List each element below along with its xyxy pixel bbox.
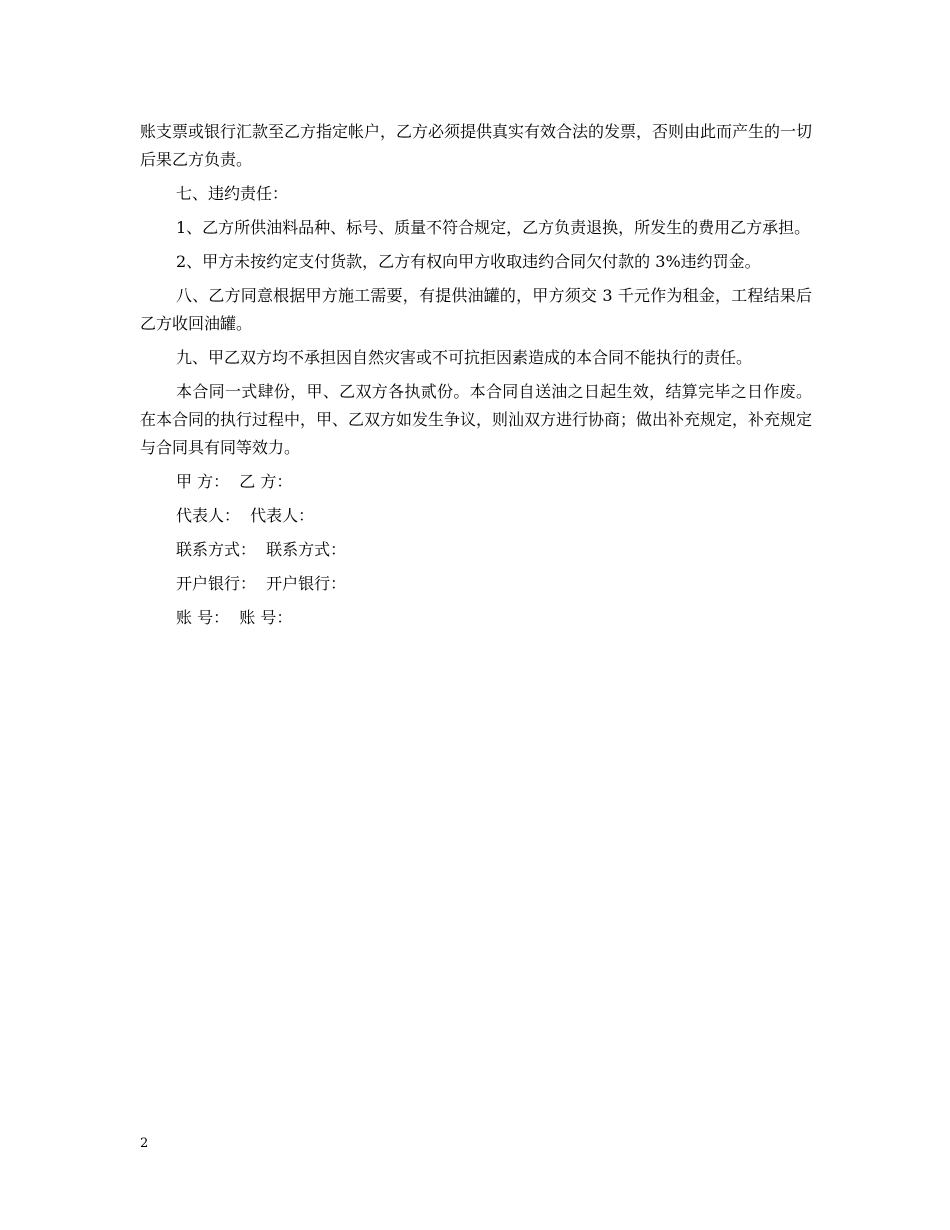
paragraph-clause-9: 九、甲乙双方均不承担因自然灾害或不可抗拒因素造成的本合同不能执行的责任。: [176, 348, 753, 367]
paragraph-payment-continuation: 账支票或银行汇款至乙方指定帐户，乙方必须提供真实有效合法的发票，否则由此而产生的一切后果乙方负责。: [140, 122, 813, 169]
signature-contact-line: 联系方式： 联系方式：: [176, 540, 347, 559]
paragraph-copies-validity: 本合同一式肆份，甲、乙双方各执贰份。本合同自送油之日起生效，结算完毕之日作废。在本合同的执行过程中，甲、乙双方如发生争议，则汕双方进行协商；做出补充规定，补充规定与合同具有同等效力。: [140, 382, 813, 457]
signature-bank-line: 开户银行： 开户银行：: [176, 574, 347, 593]
signature-account-line: 账 号： 账 号：: [176, 608, 293, 627]
paragraph-clause-8: 八、乙方同意根据甲方施工需要，有提供油罐的，甲方须交 3 千元作为租金，工程结果后乙方收回油罐。: [140, 286, 812, 333]
signature-party-line: 甲 方： 乙 方：: [176, 472, 293, 491]
signature-representative-line: 代表人： 代表人：: [176, 506, 315, 525]
document-body: [140, 118, 812, 638]
paragraph-breach-clause-2: 2、甲方未按约定支付货款，乙方有权向甲方收取违约合同欠付款的 3%违约罚金。: [176, 252, 761, 271]
paragraph-breach-clause-1: 1、乙方所供油料品种、标号、质量不符合规定，乙方负责退换，所发生的费用乙方承担。: [176, 218, 811, 237]
page-number: 2: [140, 1136, 149, 1151]
paragraph-breach-heading: 七、违约责任：: [176, 184, 289, 203]
